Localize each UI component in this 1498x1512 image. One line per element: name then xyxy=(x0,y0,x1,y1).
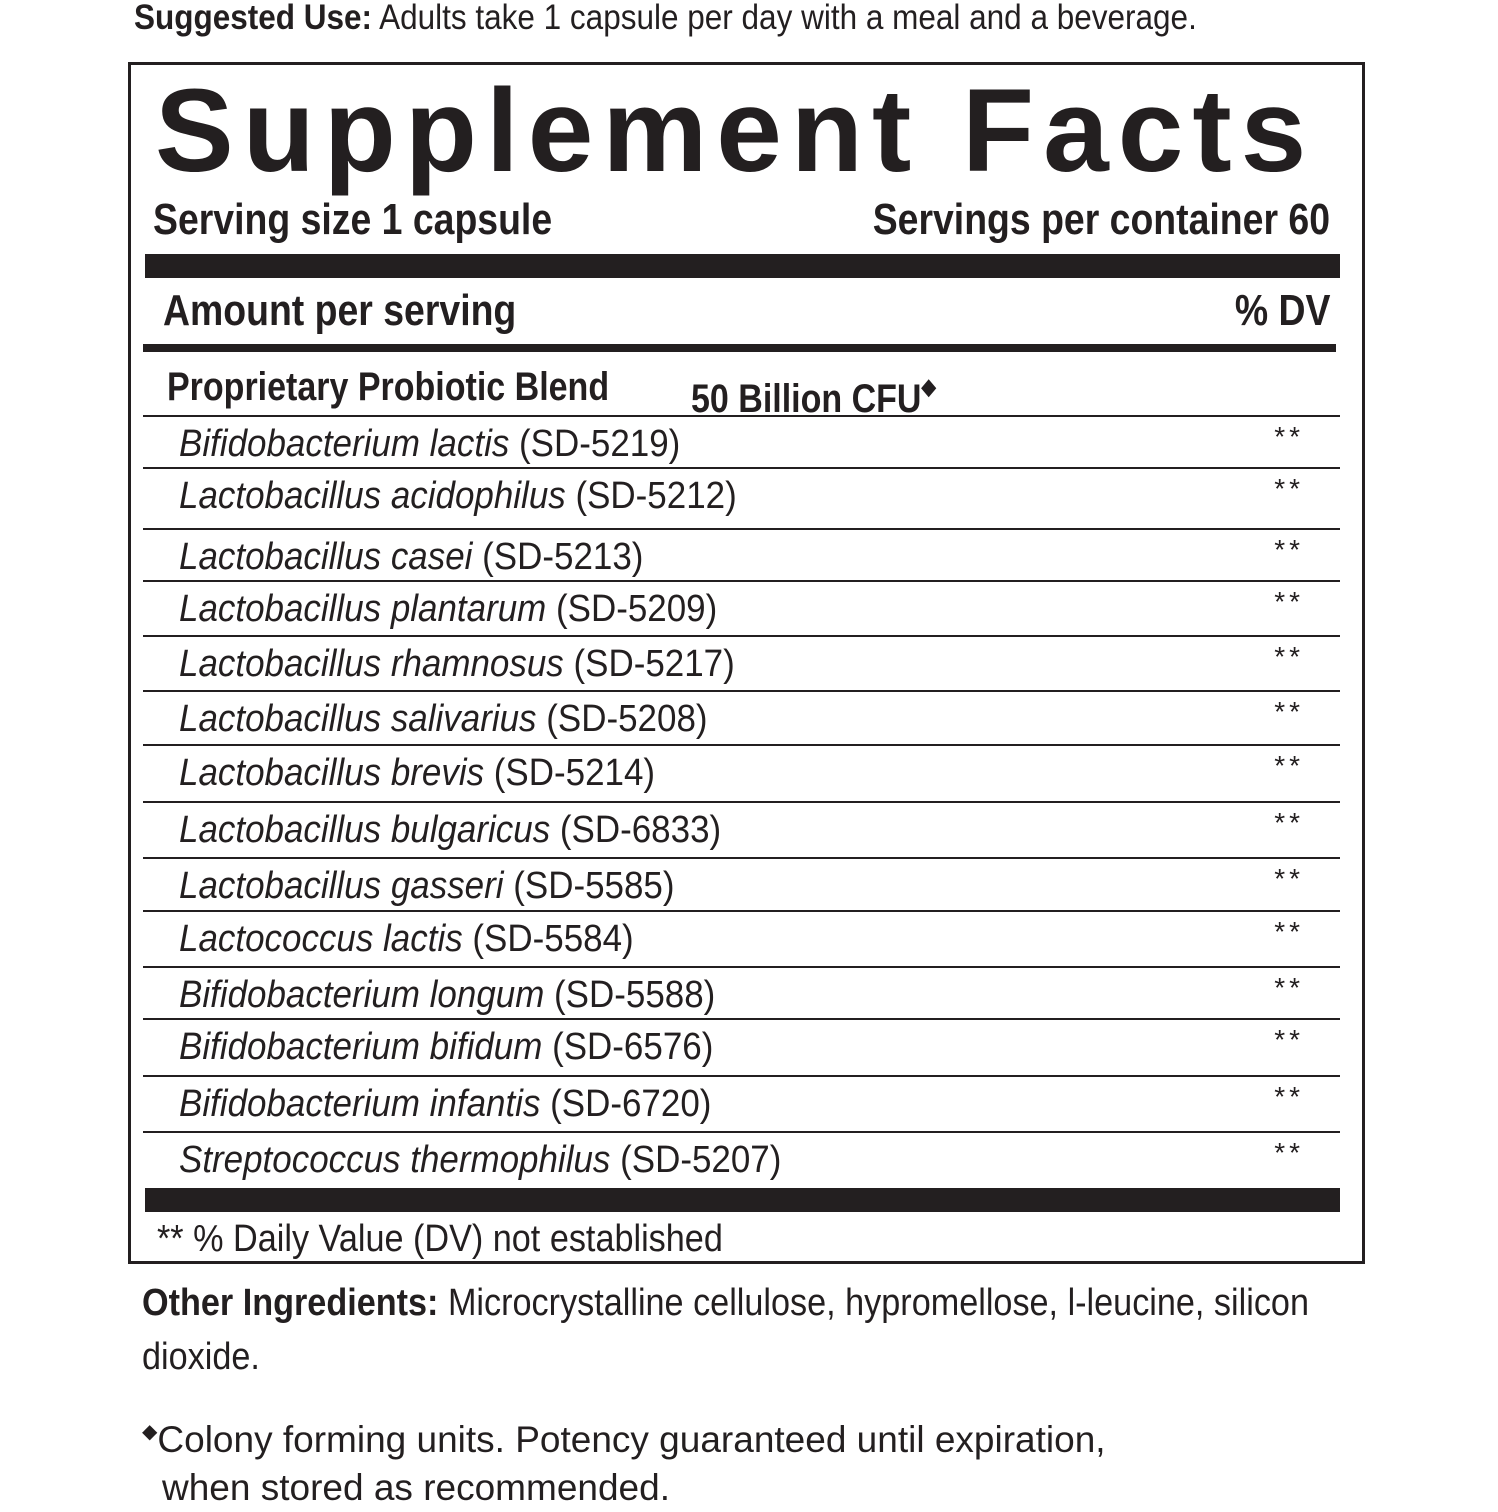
ingredient-dv: ** xyxy=(1274,473,1304,504)
ingredient-species: Lactobacillus bulgaricus xyxy=(179,809,551,851)
ingredient-name xyxy=(179,1022,713,1072)
supplement-facts-panel xyxy=(128,62,1365,1264)
ingredient-name xyxy=(179,419,680,469)
ingredient-strain: (SD-5207) xyxy=(610,1139,782,1181)
ingredient-dv: ** xyxy=(1274,421,1304,452)
ingredient-species: Lactobacillus brevis xyxy=(179,752,485,794)
ingredient-dv: ** xyxy=(1274,1024,1304,1055)
ingredient-species: Lactobacillus casei xyxy=(179,536,473,578)
ingredient-list xyxy=(143,415,1340,1187)
table-row xyxy=(143,1131,1340,1187)
serving-size: Serving size 1 capsule xyxy=(153,195,553,244)
ingredient-name xyxy=(179,639,735,689)
table-row xyxy=(143,801,1340,857)
ingredient-dv: ** xyxy=(1274,586,1304,617)
dv-header: % DV xyxy=(1234,286,1330,335)
ingredient-strain: (SD-5585) xyxy=(503,865,675,907)
blend-name: Proprietary Probiotic Blend xyxy=(167,365,610,409)
dv-footnote: ** % Daily Value (DV) not established xyxy=(157,1218,723,1260)
ingredient-strain: (SD-5209) xyxy=(546,588,718,630)
ingredient-dv: ** xyxy=(1274,807,1304,838)
table-row xyxy=(143,580,1340,635)
ingredient-strain: (SD-5212) xyxy=(565,475,737,517)
ingredient-name xyxy=(179,694,708,744)
ingredient-strain: (SD-5584) xyxy=(462,918,634,960)
diamond-icon: ◆ xyxy=(921,374,936,399)
ingredient-name xyxy=(179,914,634,964)
suggested-use-text: Adults take 1 capsule per day with a meal and a beverage. xyxy=(372,0,1197,37)
table-row xyxy=(143,744,1340,801)
ingredient-dv: ** xyxy=(1274,972,1304,1003)
ingredient-name xyxy=(179,471,737,521)
ingredient-strain: (SD-6833) xyxy=(550,809,722,851)
ingredient-dv: ** xyxy=(1274,750,1304,781)
ingredient-name xyxy=(179,861,675,911)
ingredient-name xyxy=(179,1135,781,1185)
ingredient-strain: (SD-5588) xyxy=(544,974,716,1016)
amount-per-serving-header: Amount per serving xyxy=(163,286,517,335)
ingredient-dv: ** xyxy=(1274,696,1304,727)
thick-divider-bottom xyxy=(145,1188,1340,1212)
thick-divider-top xyxy=(145,254,1340,278)
suggested-use-label: Suggested Use: xyxy=(134,0,373,37)
medium-divider xyxy=(143,344,1336,352)
ingredient-strain: (SD-5214) xyxy=(484,752,656,794)
ingredient-strain: (SD-6576) xyxy=(542,1026,714,1068)
ingredient-species: Lactobacillus gasseri xyxy=(179,865,504,907)
ingredient-strain: (SD-5208) xyxy=(536,698,708,740)
table-row xyxy=(143,528,1340,580)
ingredient-species: Lactobacillus plantarum xyxy=(179,588,547,630)
ingredient-strain: (SD-5217) xyxy=(563,643,735,685)
ingredient-strain: (SD-5213) xyxy=(472,536,644,578)
ingredient-name xyxy=(179,1079,711,1129)
table-row xyxy=(143,1075,1340,1131)
other-ingredients xyxy=(142,1276,1348,1384)
ingredient-species: Bifidobacterium infantis xyxy=(179,1083,541,1125)
ingredient-name xyxy=(179,584,717,634)
ingredient-strain: (SD-5219) xyxy=(509,423,681,465)
table-row xyxy=(143,910,1340,966)
ingredient-species: Lactobacillus rhamnosus xyxy=(179,643,564,685)
ingredient-name xyxy=(179,532,643,582)
ingredient-dv: ** xyxy=(1274,641,1304,672)
diamond-icon: ◆ xyxy=(142,1421,158,1443)
ingredient-dv: ** xyxy=(1274,1137,1304,1168)
table-row xyxy=(143,635,1340,690)
cfu-note-line2: when stored as recommended. xyxy=(162,1467,670,1508)
ingredient-name xyxy=(179,970,715,1020)
ingredient-species: Lactobacillus acidophilus xyxy=(179,475,566,517)
ingredient-species: Lactobacillus salivarius xyxy=(179,698,537,740)
ingredient-species: Bifidobacterium bifidum xyxy=(179,1026,543,1068)
other-ingredients-text: Microcrystalline cellulose, hypromellose, l-leucine, silicon dioxide. xyxy=(142,1282,1309,1378)
ingredient-dv: ** xyxy=(1274,863,1304,894)
table-row xyxy=(143,690,1340,744)
panel-title: Supplement Facts xyxy=(155,65,1316,197)
ingredient-name xyxy=(179,805,721,855)
ingredient-species: Bifidobacterium longum xyxy=(179,974,545,1016)
ingredient-strain: (SD-6720) xyxy=(540,1083,712,1125)
cfu-note-line1: Colony forming units. Potency guaranteed until expiration, xyxy=(157,1419,1106,1460)
cfu-note xyxy=(142,1408,1442,1512)
ingredient-dv: ** xyxy=(1274,534,1304,565)
ingredient-dv: ** xyxy=(1274,916,1304,947)
ingredient-species: Bifidobacterium lactis xyxy=(179,423,510,465)
table-row xyxy=(143,415,1340,467)
table-row xyxy=(143,467,1340,528)
servings-per-container: Servings per container 60 xyxy=(872,195,1330,244)
blend-amount-text: 50 Billion CFU xyxy=(691,377,922,421)
table-row xyxy=(143,966,1340,1018)
ingredient-species: Lactococcus lactis xyxy=(179,918,463,960)
suggested-use xyxy=(134,0,1304,40)
ingredient-species: Streptococcus thermophilus xyxy=(179,1139,611,1181)
other-ingredients-label: Other Ingredients: xyxy=(142,1282,439,1324)
table-row xyxy=(143,857,1340,910)
table-row xyxy=(143,1018,1340,1075)
ingredient-dv: ** xyxy=(1274,1081,1304,1112)
ingredient-name xyxy=(179,748,655,798)
